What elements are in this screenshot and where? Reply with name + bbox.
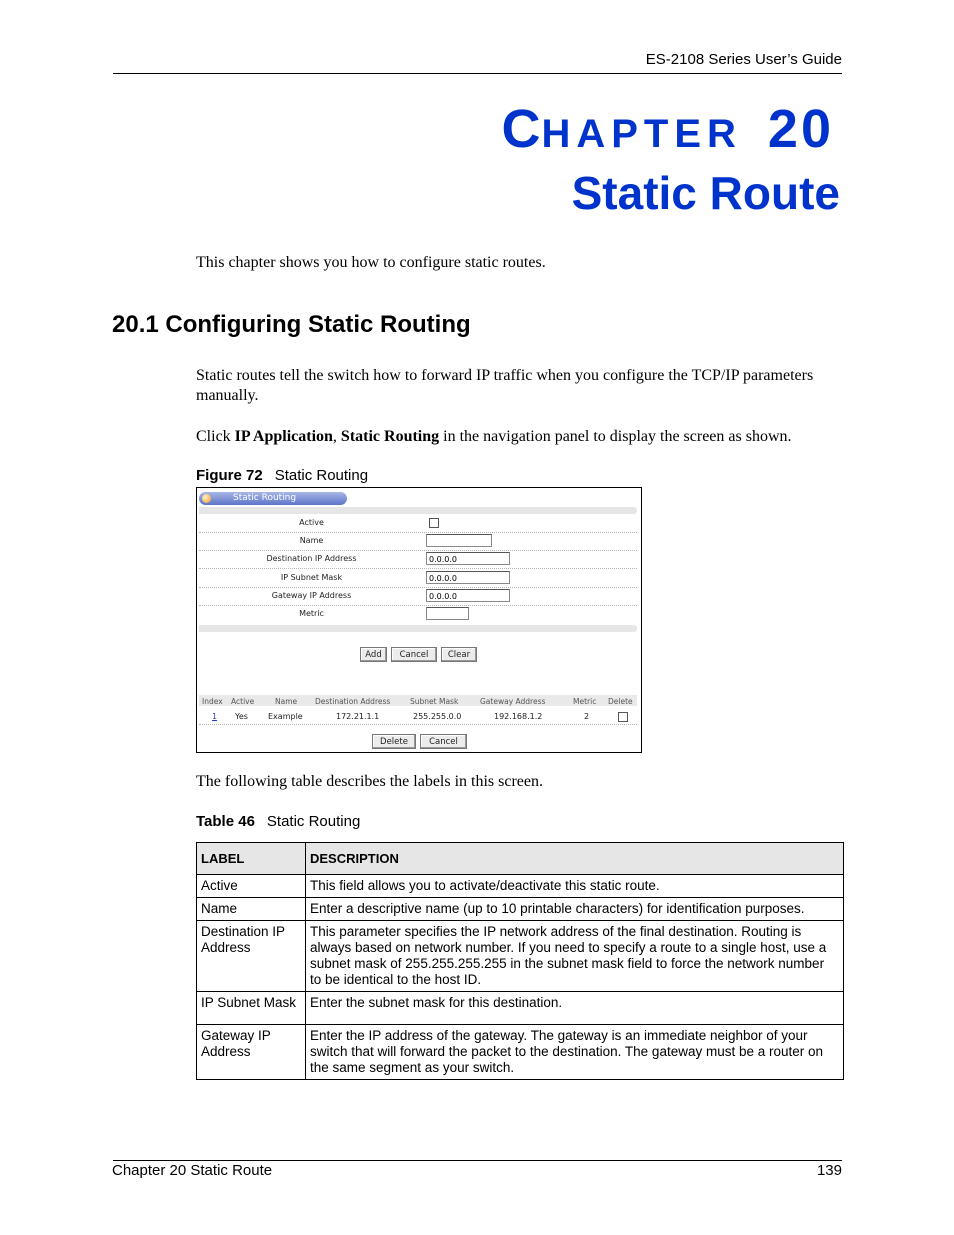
section-heading: 20.1 Configuring Static Routing <box>112 311 471 338</box>
active-checkbox[interactable] <box>429 518 439 528</box>
footer-rule <box>113 1160 842 1161</box>
p2-post: in the navigation panel to display the screen as shown. <box>439 428 792 445</box>
screen-tab[interactable] <box>199 492 347 505</box>
figure-caption <box>196 467 368 484</box>
field-row-name <box>199 532 637 551</box>
row-description: This parameter specifies the IP network address of the final destination. Routing is always based on network number. If you need to specify a route to a single host, use a subnet mask of 255.255.255.255 in the subnet mask field to force the network number to be identical to the host ID. <box>306 921 844 992</box>
field-label: Name <box>299 536 324 545</box>
table-row <box>197 898 844 921</box>
row-label: IP Subnet Mask <box>197 992 306 1025</box>
clear-button[interactable]: Clear <box>441 647 477 662</box>
row-label: Destination IP Address <box>197 921 306 992</box>
field-label: Destination IP Address <box>266 554 357 563</box>
add-button[interactable]: Add <box>360 647 387 662</box>
form-top-bar <box>199 507 637 514</box>
intro-paragraph: This chapter shows you how to configure static routes. <box>196 254 546 271</box>
header-description: DESCRIPTION <box>306 843 844 875</box>
row-description: Enter the IP address of the gateway. The gateway is an immediate neighbor of your switch that will forward the packet to the destination. The gateway must be a router on the same segment as your switch. <box>306 1025 844 1080</box>
header-rule <box>113 73 842 74</box>
destination-ip-input[interactable]: 0.0.0.0 <box>426 552 510 565</box>
route-active: Yes <box>235 712 248 721</box>
field-label: Active <box>299 518 324 527</box>
field-label: Gateway IP Address <box>271 591 352 600</box>
tab-orb-icon <box>202 494 211 503</box>
col-name: Name <box>275 697 298 706</box>
route-subnet: 255.255.0.0 <box>413 712 462 721</box>
table-row <box>197 875 844 898</box>
header-label: LABEL <box>197 843 306 875</box>
chapter-title: Static Route <box>571 167 840 219</box>
field-row-metric <box>199 605 637 623</box>
table-caption-number: Table 46 <box>196 813 255 830</box>
subnet-mask-input[interactable]: 0.0.0.0 <box>426 571 510 584</box>
form-bottom-bar <box>199 625 637 632</box>
p2-bold-1: IP Application <box>234 428 333 445</box>
metric-input[interactable] <box>426 607 469 620</box>
route-gateway: 192.168.1.2 <box>494 712 543 721</box>
row-label: Gateway IP Address <box>197 1025 306 1080</box>
page-number: 139 <box>816 1162 842 1179</box>
route-name: Example <box>268 712 303 721</box>
route-metric: 2 <box>584 712 590 721</box>
table-caption <box>196 813 360 830</box>
p2-bold-2: Static Routing <box>340 428 440 445</box>
section-paragraph-1: Static routes tell the switch how to forward IP traffic when you configure the TCP/IP parameters manually. <box>196 367 814 404</box>
route-index-link[interactable]: 1 <box>212 712 218 721</box>
running-header: ES-2108 Series User’s Guide <box>645 51 842 68</box>
chapter-label <box>501 98 834 160</box>
table-row <box>197 992 844 1025</box>
cancel-button[interactable]: Cancel <box>391 647 437 662</box>
p2-pre: Click <box>196 428 235 445</box>
section-paragraph-2 <box>196 427 844 447</box>
col-delete: Delete <box>608 697 633 706</box>
table-row <box>197 921 844 992</box>
route-destination: 172.21.1.1 <box>336 712 380 721</box>
field-row-destination <box>199 550 637 569</box>
col-destination: Destination Address <box>315 697 391 706</box>
field-row-active <box>199 514 637 533</box>
row-description: Enter the subnet mask for this destination. <box>306 992 844 1025</box>
chapter-word: HAPTER <box>541 112 742 156</box>
field-label: IP Subnet Mask <box>280 573 343 582</box>
field-row-gateway <box>199 587 637 606</box>
figure-caption-number: Figure 72 <box>196 467 263 484</box>
static-routing-screenshot <box>196 487 642 753</box>
route-delete-checkbox[interactable] <box>618 712 628 722</box>
col-gateway: Gateway Address <box>480 697 546 706</box>
labels-table <box>196 842 844 1080</box>
chapter-number: 20 <box>767 99 834 159</box>
field-label: Metric <box>299 609 324 618</box>
col-metric: Metric <box>573 697 597 706</box>
table-row <box>197 1025 844 1080</box>
table-header-row <box>197 843 844 875</box>
name-input[interactable] <box>426 534 492 547</box>
chapter-initial: C <box>501 99 542 159</box>
gateway-ip-input[interactable]: 0.0.0.0 <box>426 589 510 602</box>
row-description: Enter a descriptive name (up to 10 printable characters) for identification purposes. <box>306 898 844 921</box>
col-subnet: Subnet Mask <box>410 697 459 706</box>
screen-tab-title: Static Routing <box>233 493 297 503</box>
row-label: Active <box>197 875 306 898</box>
col-active: Active <box>231 697 255 706</box>
row-label: Name <box>197 898 306 921</box>
route-row-rule <box>199 724 637 725</box>
col-index: Index <box>202 697 223 706</box>
figure-caption-text: Static Routing <box>274 467 369 484</box>
delete-button[interactable]: Delete <box>372 734 416 749</box>
row-description: This field allows you to activate/deactivate this static route. <box>306 875 844 898</box>
table-caption-text: Static Routing <box>266 813 361 830</box>
after-figure-paragraph: The following table describes the labels in this screen. <box>196 773 544 790</box>
p2-sep: , <box>332 428 341 445</box>
cancel-table-button[interactable]: Cancel <box>420 734 467 749</box>
footer-chapter: Chapter 20 Static Route <box>112 1162 273 1179</box>
field-row-subnet <box>199 569 637 588</box>
